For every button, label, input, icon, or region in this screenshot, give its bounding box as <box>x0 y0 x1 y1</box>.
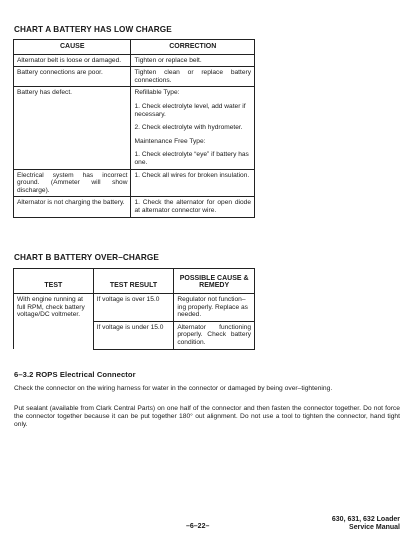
chart-b-header-result: TEST RESULT <box>93 269 174 294</box>
correction-cell: 1. Check the alternator for open diode at alternator connector wire. <box>131 197 255 217</box>
correction-line: Maintenance Free Type: <box>134 137 206 145</box>
result-cell: If voltage is under 15.0 <box>93 321 174 349</box>
cause-cell: Alternator functioning properly. Check battery condition. <box>174 321 255 349</box>
footer-model: 630, 631, 632 Loader <box>331 516 400 523</box>
cause-cell: Battery has defect. <box>14 87 131 169</box>
correction-line: 2. Check electrolyte with hydrometer. <box>134 124 243 132</box>
section-paragraph: Check the connector on the wiring harness for water in the connector or damaged by being over–tightening. <box>14 385 333 392</box>
footer-manual-title <box>332 516 400 531</box>
correction-cell: 1. Check all wires for broken insulation. <box>131 169 255 197</box>
table-row <box>14 169 255 197</box>
correction-cell: Tighten or replace belt. <box>131 54 255 67</box>
table-row <box>14 54 255 67</box>
cause-cell: Electrical system has incorrect ground. (Ammeter will show discharge). <box>14 169 131 197</box>
table-row <box>14 87 255 169</box>
chart-a-header-correction: CORRECTION <box>131 40 255 55</box>
result-cell: If voltage is over 15.0 <box>93 294 174 322</box>
correction-line: 1. Check electrolyte “eye” if battery has one. <box>134 151 249 166</box>
test-cell: With engine running at full RPM, check battery voltage/DC voltmeter. <box>14 294 94 350</box>
table-row <box>14 67 255 87</box>
cause-cell: Regulator not function–ing properly. Replace as needed. <box>174 294 255 322</box>
chart-b-header-test: TEST <box>14 269 94 294</box>
chart-a-header-cause: CAUSE <box>14 40 131 55</box>
chart-a-title: CHART A BATTERY HAS LOW CHARGE <box>14 25 172 34</box>
table-row <box>14 197 255 217</box>
correction-line: 1. Check electrolyte level, add water if necessary. <box>134 102 246 118</box>
table-row <box>14 294 255 322</box>
chart-b-table <box>13 268 255 350</box>
chart-a-table <box>13 39 255 218</box>
section-title: 6–3.2 ROPS Electrical Connector <box>14 370 136 379</box>
correction-cell <box>131 87 255 169</box>
cause-cell: Battery connections are poor. <box>14 67 131 87</box>
footer-manual: Service Manual <box>349 523 400 531</box>
correction-cell: Tighten clean or replace battery connections. <box>131 67 255 87</box>
cause-cell: Alternator is not charging the battery. <box>14 197 131 217</box>
page-number: –6–22– <box>186 523 210 530</box>
chart-b-title: CHART B BATTERY OVER–CHARGE <box>14 253 159 262</box>
cause-cell: Alternator belt is loose or damaged. <box>14 54 131 67</box>
section-paragraph: Put sealant (available from Clark Central Parts) on one half of the connector and then fasten the connector together. Do not force the connector together because it can be put together 180° out alignment. Do not use a tool to tighten the connector, hand tight only. <box>14 405 400 428</box>
chart-b-header-cause: POSSIBLE CAUSE & REMEDY <box>174 269 255 294</box>
correction-line: Refillable Type: <box>134 89 180 97</box>
